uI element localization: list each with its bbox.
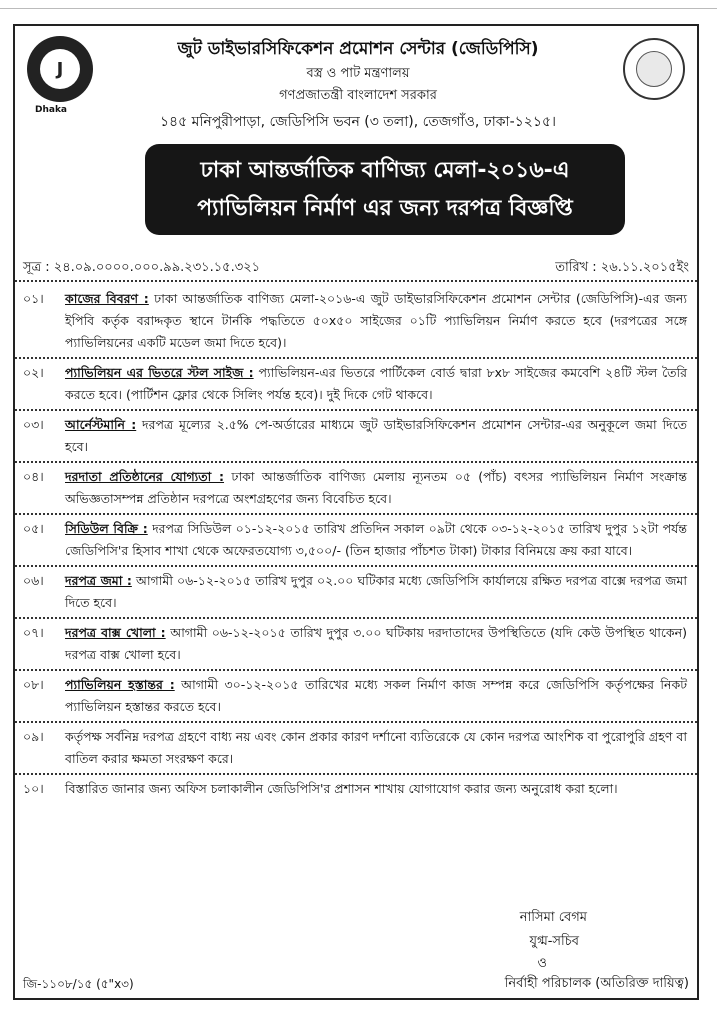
- clause-divider: [15, 357, 697, 359]
- clause-item: [15, 414, 697, 458]
- clause-number: ০৪।: [23, 469, 44, 484]
- clause-text: প্যাভিলিয়ন-এর ভিতরে পার্টিকেল বোর্ড দ্বারা ৮x৮ সাইজের কমবেশি ২৪টি স্টল তৈরি করতে হবে। (পার্টিশন ফ্লোর থেকে সিলিং পর্যন্ত হবে)। দুই দিকে গেট থাকবে।: [65, 365, 687, 402]
- org-address: ১৪৫ মনিপুরীপাড়া, জেডিপিসি ভবন (৩ তলা), তেজগাঁও, ঢাকা-১২১৫।: [159, 114, 557, 130]
- clause-heading: সিডিউল বিক্রি :: [65, 521, 148, 536]
- clause-number: ০৯।: [23, 729, 44, 744]
- clause-item: [15, 726, 697, 770]
- clause-divider: [15, 461, 697, 463]
- clause-item: [15, 288, 697, 354]
- clause-item: [15, 570, 697, 614]
- clause-text: দরপত্র মূল্যের ২.৫% পে-অর্ডারের মাধ্যমে জুট ডাইভারসিফিকেশন প্রমোশন সেন্টার-এর অনুকূলে জমা দিতে হবে।: [65, 417, 687, 454]
- clause-text: আগামী ৩০-১২-২০১৫ তারিখের মধ্যে সকল নির্মাণ কাজ সম্পন্ন করে জেডিপিসি কর্তৃপক্ষের নিকট প্যাভিলিয়ন হস্তান্তর করতে হবে।: [65, 677, 688, 714]
- clause-divider: [15, 617, 697, 619]
- clause-divider: [15, 565, 697, 567]
- clause-heading: আর্নেস্টমানি :: [65, 417, 137, 432]
- clause-item: [15, 362, 697, 406]
- clause-number: ০৫।: [23, 521, 44, 536]
- clause-number: ০১।: [23, 291, 44, 306]
- clause-text: বিস্তারিত জানার জন্য অফিস চলাকালীন জেডিপিসি'র প্রশাসন শাখায় যোগাযোগ করার জন্য অনুরোধ করা হলো।: [65, 781, 618, 796]
- notice-title: [145, 144, 625, 235]
- clause-number: ১০।: [23, 781, 44, 796]
- signatory-title: যুগ্ম-সচিব: [529, 934, 579, 949]
- title-line-2: প্যাভিলিয়ন নির্মাণ এর জন্য দরপত্র বিজ্ঞপ্তি: [197, 196, 573, 221]
- memo-number: জি-১১০৮/১৫ (৫"x৩): [23, 977, 134, 991]
- signatory-name: নাসিমা বেগম: [519, 910, 587, 925]
- org-name: জুট ডাইভারসিফিকেশন প্রমোশন সেন্টার (জেডিপিসি): [177, 39, 539, 59]
- logo-caption: Dhaka: [35, 105, 68, 115]
- clause-divider: [15, 669, 697, 671]
- clause-heading: দরদাতা প্রতিষ্ঠানের যোগ্যতা :: [65, 469, 225, 484]
- clause-divider: [15, 409, 697, 411]
- clause-heading: প্যাভিলিয়ন হস্তান্তর :: [65, 677, 175, 692]
- letterhead: [15, 26, 701, 161]
- clause-number: ০২।: [23, 365, 44, 380]
- clause-divider: [15, 721, 697, 723]
- clause-heading: দরপত্র জমা :: [65, 573, 132, 588]
- signatory-conjunction: ও: [537, 956, 547, 971]
- clause-number: ০৭।: [23, 625, 44, 640]
- clause-number: ০৬।: [23, 573, 44, 588]
- tender-clauses: [15, 288, 697, 800]
- clause-divider: [15, 773, 697, 775]
- clause-number: ০৮।: [23, 677, 44, 692]
- clause-item: [15, 778, 697, 800]
- clause-text: দরপত্র সিডিউল ০১-১২-২০১৫ তারিখ প্রতিদিন সকাল ০৯টা থেকে ০৩-১২-২০১৫ তারিখ দুপুর ১২টা পর্যন্ত জেডিপিসি'র হিসাব শাখা থেকে অফেরতযোগ্য ৩,৫০০/- (তিন হাজার পাঁচশত টাকা) টাকার বিনিময়ে ক্রয় করা যাবে।: [65, 521, 687, 558]
- clause-heading: দরপত্র বাক্স খোলা :: [65, 625, 166, 640]
- signatory-role: নির্বাহী পরিচালক (অতিরিক্ত দায়িত্ব): [504, 976, 689, 991]
- clause-item: [15, 518, 697, 562]
- clause-text: আগামী ০৬-১২-২০১৫ তারিখ দুপুর ৩.০০ ঘটিকায় দরদাতাদের উপস্থিতিতে (যদি কেউ উপস্থিত থাকেন) দরপত্র বাক্স খোলা হবে।: [65, 625, 688, 662]
- reference-number: সূত্র : ২৪.০৯.০০০০.০০০.৯৯.২৩১.১৫.৩২১: [23, 260, 261, 275]
- clause-divider: [15, 513, 697, 515]
- clause-text: কর্তৃপক্ষ সর্বনিম্ন দরপত্র গ্রহণে বাধ্য নয় এবং কোন প্রকার কারণ দর্শানো ব্যতিরেকে যে কোন দরপত্র আংশিক বা পুরোপুরি গ্রহণ বা বাতিল করার ক্ষমতা সংরক্ষণ করে।: [65, 729, 687, 766]
- clause-item: [15, 466, 697, 510]
- clause-item: [15, 622, 697, 666]
- jdpc-logo-icon: J: [27, 36, 93, 102]
- top-edge: [0, 0, 717, 9]
- clause-text: ঢাকা আন্তর্জাতিক বাণিজ্য মেলা-২০১৬-এ জুট ডাইভারসিফিকেশন প্রমোশন সেন্টার (জেডিপিসি)-এর জন্য ইপিবি কর্তৃক বরাদ্দকৃত স্থানে টার্নকি পদ্ধতিতে ৫০x৫০ সাইজের ০১টি প্যাভিলিয়ন নির্মাণ করতে হবে (দরপত্রের সঙ্গে প্যাভিলিয়নের একটি মডেল জমা দিতে হবে)।: [65, 291, 687, 350]
- notice-frame: [13, 24, 699, 1000]
- clause-item: [15, 674, 697, 718]
- clause-heading: প্যাভিলিয়ন এর ভিতরে স্টল সাইজ :: [65, 365, 254, 380]
- government-name: গণপ্রজাতন্ত্রী বাংলাদেশ সরকার: [279, 88, 437, 103]
- clause-text: ঢাকা আন্তর্জাতিক বাণিজ্য মেলায় ন্যূনতম ০৫ (পাঁচ) বৎসর প্যাভিলিয়ন নির্মাণ সংক্রান্ত অভিজ্ঞতাসম্পন্ন প্রতিষ্ঠান দরপত্রে অংশগ্রহণের জন্য বিবেচিত হবে।: [65, 469, 687, 506]
- clause-heading: কাজের বিবরণ :: [65, 291, 149, 306]
- clause-number: ০৩।: [23, 417, 44, 432]
- divider: [15, 280, 697, 282]
- notice-date: তারিখ : ২৬.১১.২০১৫ইং: [555, 260, 689, 275]
- ministry-name: বস্ত্র ও পাট মন্ত্রণালয়: [306, 66, 410, 81]
- clause-text: আগামী ০৬-১২-২০১৫ তারিখ দুপুর ০২.০০ ঘটিকার মধ্যে জেডিপিসি কার্যালয়ে রক্ষিত দরপত্র বাক্সে দরপত্র জমা দিতে হবে।: [65, 573, 687, 610]
- title-line-1: ঢাকা আন্তর্জাতিক বাণিজ্য মেলা-২০১৬-এ: [200, 158, 570, 183]
